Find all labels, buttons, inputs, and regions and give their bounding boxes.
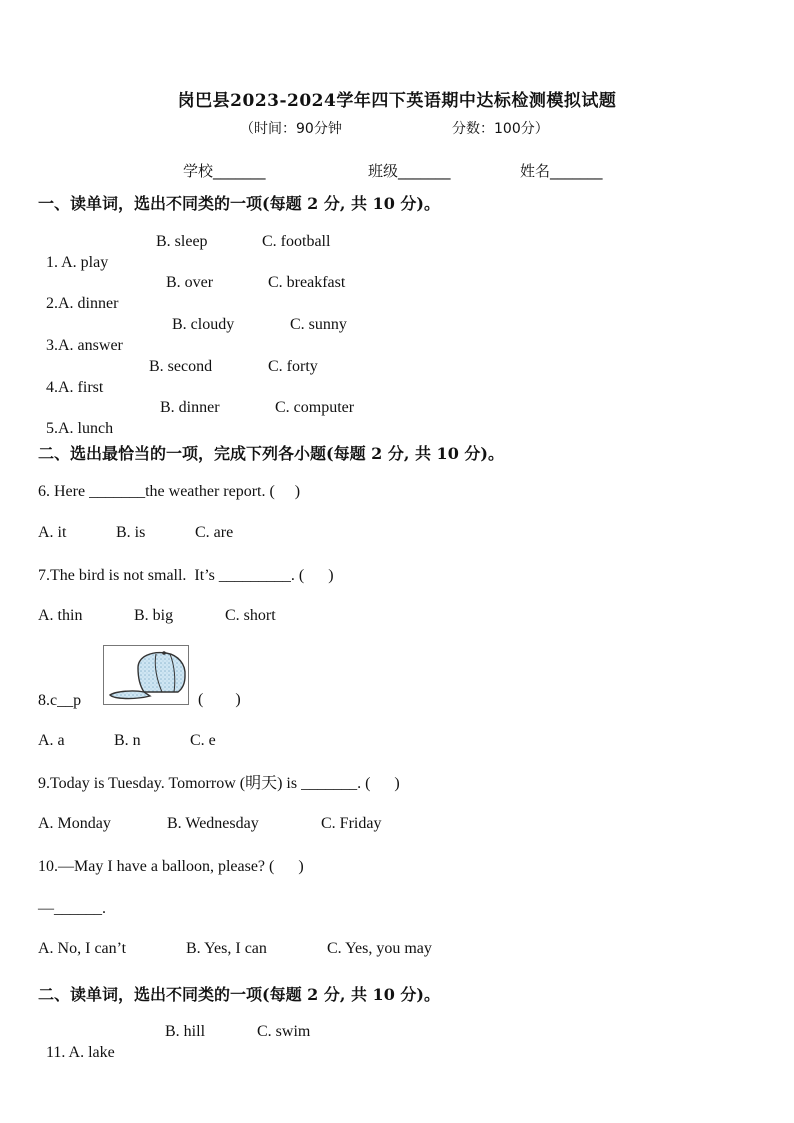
q4-option-a: 4.A. first xyxy=(46,379,104,396)
question-9-stem: 9.Today is Tuesday. Tomorrow (明天) is _______. ( ) xyxy=(38,775,400,792)
section-3-heading: 二、读单词，选出不同类的一项(每题 2 分, 共 10 分)。 xyxy=(38,985,440,1004)
q1-option-a: 1. A. play xyxy=(46,254,109,271)
section-1-heading: 一、读单词，选出不同类的一项(每题 2 分, 共 10 分)。 xyxy=(38,194,440,213)
q9-option-a: A. Monday xyxy=(38,815,111,832)
q3-option-b: B. cloudy xyxy=(172,316,235,333)
question-11 xyxy=(38,1023,115,1063)
time-limit: （时间：90分钟 xyxy=(240,121,342,137)
q5-option-b: B. dinner xyxy=(160,399,220,416)
q5-option-c: C. computer xyxy=(275,399,355,416)
question-5 xyxy=(38,399,113,439)
q10-option-c: C. Yes, you may xyxy=(327,940,432,957)
q2-option-b: B. over xyxy=(166,274,214,291)
q4-option-b: B. second xyxy=(149,358,213,375)
q6-option-a: A. it xyxy=(38,524,67,541)
q11-option-a: 11. A. lake xyxy=(46,1044,115,1061)
q2-option-a: 2.A. dinner xyxy=(46,295,119,312)
question-7-stem: 7.The bird is not small. It’s _________. ( ) xyxy=(38,567,334,584)
question-8-stem: 8.c__p xyxy=(38,692,82,709)
total-score: 分数：100分） xyxy=(452,121,549,137)
q9-option-c: C. Friday xyxy=(321,815,382,832)
question-2 xyxy=(38,274,118,314)
section-2-heading: 二、选出最恰当的一项，完成下列各小题(每题 2 分, 共 10 分)。 xyxy=(38,444,504,463)
question-10-stem: 10.—May I have a balloon, please? ( ) xyxy=(38,858,304,875)
q8-answer-parentheses: ( ) xyxy=(198,691,241,708)
q7-option-a: A. thin xyxy=(38,607,83,624)
page-title: 岗巴县2023-2024学年四下英语期中达标检测模拟试题 xyxy=(177,91,617,111)
q6-option-c: C. are xyxy=(195,524,234,541)
q11-option-c: C. swim xyxy=(257,1023,311,1040)
q3-option-a: 3.A. answer xyxy=(46,337,123,354)
q8-option-c: C. e xyxy=(190,732,216,749)
baseball-cap-icon xyxy=(103,645,189,705)
q10-answer-line: —______. xyxy=(38,900,106,917)
q8-option-b: B. n xyxy=(114,732,141,749)
q11-option-b: B. hill xyxy=(165,1023,206,1040)
q8-option-a: A. a xyxy=(38,732,65,749)
q1-option-c: C. football xyxy=(262,233,331,250)
school-field[interactable]: 学校_______ xyxy=(183,162,266,180)
q4-option-c: C. forty xyxy=(268,358,318,375)
question-3 xyxy=(38,316,123,356)
q3-option-c: C. sunny xyxy=(290,316,347,333)
q1-option-b: B. sleep xyxy=(156,233,208,250)
question-4 xyxy=(38,358,103,398)
q7-option-b: B. big xyxy=(134,607,174,624)
name-field[interactable]: 姓名_______ xyxy=(520,162,603,180)
q10-option-a: A. No, I can’t xyxy=(38,940,127,957)
q2-option-c: C. breakfast xyxy=(268,274,346,291)
q9-option-b: B. Wednesday xyxy=(167,815,259,832)
q7-option-c: C. short xyxy=(225,607,276,624)
q6-option-b: B. is xyxy=(116,524,146,541)
question-1 xyxy=(38,233,108,273)
q5-option-a: 5.A. lunch xyxy=(46,420,114,437)
q10-option-b: B. Yes, I can xyxy=(186,940,267,957)
question-6-stem: 6. Here _______the weather report. ( ) xyxy=(38,483,301,500)
class-field[interactable]: 班级_______ xyxy=(368,162,451,180)
